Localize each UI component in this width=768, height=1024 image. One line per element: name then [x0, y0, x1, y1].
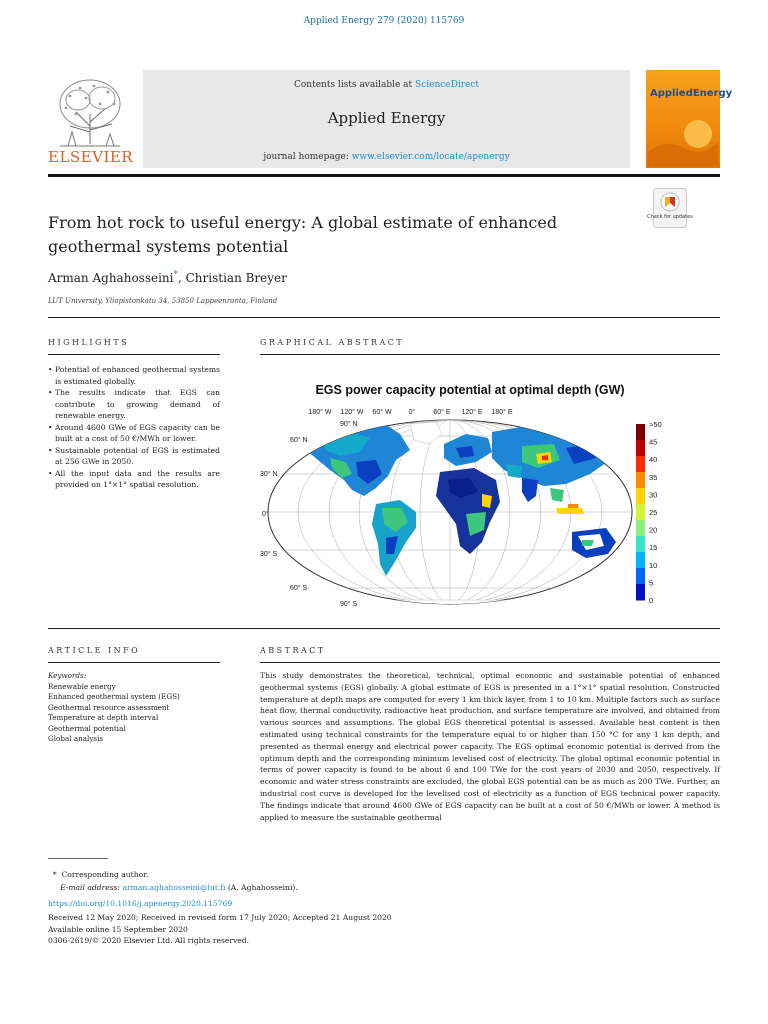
cover-title: AppliedEnergy	[650, 88, 733, 99]
corresponding-author-mark[interactable]: *	[173, 270, 178, 280]
graphical-abstract-heading: GRAPHICAL ABSTRACT	[260, 338, 405, 347]
homepage-prefix: journal homepage:	[263, 152, 352, 162]
journal-homepage-line	[143, 152, 630, 162]
colorbar-labels	[649, 420, 662, 605]
section-rule-top	[48, 317, 720, 318]
email-label: E-mail address:	[60, 883, 123, 892]
affiliation: LUT University, Yliopistonkatu 34, 53850 Lappeenranta, Finland	[48, 297, 278, 305]
lat-label: 0°	[262, 511, 269, 518]
cover-artwork	[648, 112, 718, 166]
keyword: Enhanced geothermal system (EGS)	[48, 692, 180, 701]
egs-world-map-figure	[260, 404, 700, 614]
received-dates: Received 12 May 2020; Received in revised form 17 July 2020; Accepted 21 August 2020	[48, 913, 392, 922]
contents-line	[143, 80, 630, 90]
colorbar-tick-label: 15	[649, 543, 658, 553]
colorbar-segment	[636, 520, 645, 537]
highlight-item: • All the input data and the results are provided on 1°×1° spatial resolution.	[48, 468, 220, 489]
header-rule	[48, 174, 720, 177]
colorbar-tick-label: 30	[649, 490, 658, 500]
colorbar-tick-label: 10	[649, 560, 658, 570]
lon-label: 120° E	[461, 409, 483, 416]
longitude-labels	[308, 408, 512, 416]
antarctica	[320, 600, 580, 610]
article-title: From hot rock to useful energy: A global estimate of enhanced geothermal systems potential	[48, 213, 558, 256]
lat-label: 90° N	[340, 421, 358, 428]
abstract-rule	[260, 662, 720, 663]
colorbar-tick-label: 45	[649, 437, 658, 447]
journal-homepage-link[interactable]: www.elsevier.com/locate/apenergy	[351, 152, 510, 162]
email-link[interactable]: arman.aghahosseini@lut.fi	[122, 883, 226, 892]
doi-link[interactable]: https://doi.org/10.1016/j.apenergy.2020.115769	[48, 899, 233, 908]
copyright: 0306-2619/© 2020 Elsevier Ltd. All rights reserved.	[48, 936, 250, 945]
colorbar-tick-label: >50	[649, 420, 662, 429]
footnote	[48, 868, 298, 894]
lon-label: 60° W	[372, 409, 392, 416]
check-for-updates-label: Check for updates	[647, 214, 693, 220]
highlights-heading: HIGHLIGHTS	[48, 338, 130, 347]
keyword: Global analysis	[48, 734, 104, 743]
publication-info	[48, 912, 392, 947]
corresponding-author-note	[48, 868, 298, 881]
colorbar-tick-label: 0	[649, 596, 654, 605]
colorbar-segment	[636, 584, 645, 601]
footnote-rule	[48, 858, 108, 859]
lat-label: 30° N	[260, 471, 278, 478]
colorbar-segment	[636, 504, 645, 521]
journal-reference-link[interactable]: Applied Energy 279 (2020) 115769	[303, 16, 465, 26]
highlight-item: • Potential of enhanced geothermal systems is estimated globally.	[48, 365, 220, 386]
colorbar-segment	[636, 472, 645, 489]
sciencedirect-link[interactable]: ScienceDirect	[415, 80, 479, 90]
keywords-label: Keywords:	[48, 671, 87, 680]
colorbar-segment	[636, 424, 645, 441]
author-rest[interactable]: , Christian Breyer	[177, 271, 287, 285]
footnote-marker: *	[52, 870, 57, 879]
keyword: Geothermal resource assessment	[48, 702, 170, 712]
section-rule-mid	[48, 628, 720, 629]
keyword: Renewable energy	[48, 681, 116, 691]
elsevier-wordmark: ELSEVIER	[48, 148, 134, 166]
abstract-heading: ABSTRACT	[260, 646, 326, 655]
colorbar-segment	[636, 488, 645, 505]
email-note	[48, 881, 298, 894]
keyword: Geothermal potential	[48, 723, 126, 733]
journal-name: Applied Energy	[327, 109, 446, 127]
colorbar-tick-label: 40	[649, 455, 658, 465]
corresponding-label: Corresponding author.	[61, 870, 149, 879]
colorbar-segment	[636, 456, 645, 473]
lat-label: 60° S	[290, 585, 308, 592]
colorbar-tick-label: 20	[649, 525, 658, 535]
author-first[interactable]: Arman Aghahosseini	[48, 271, 174, 285]
keywords-block	[48, 671, 180, 745]
highlights-rule	[48, 354, 220, 355]
lon-label: 0°	[408, 409, 416, 416]
map-title: EGS power capacity potential at optimal depth (GW)	[315, 383, 625, 397]
contents-prefix: Contents lists available at	[294, 80, 416, 90]
colorbar	[636, 424, 645, 601]
highlights-list	[48, 364, 220, 491]
lat-label: 60° N	[290, 437, 308, 444]
lat-label: 30° S	[260, 551, 278, 558]
available-online: Available online 15 September 2020	[48, 924, 188, 934]
colorbar-segment	[636, 440, 645, 457]
article-info-rule	[48, 662, 220, 663]
colorbar-segment	[636, 536, 645, 553]
lon-label: 180° W	[308, 409, 332, 416]
colorbar-tick-label: 5	[649, 578, 654, 588]
lon-label: 60° E	[433, 409, 451, 416]
lon-label: 180° E	[491, 409, 513, 416]
highlight-item: • The results indicate that EGS can contribute to growing demand of renewable energy.	[48, 388, 220, 420]
colorbar-tick-label: 25	[649, 508, 658, 517]
article-info-heading: ARTICLE INFO	[48, 646, 141, 655]
colorbar-tick-label: 35	[649, 472, 658, 482]
southeast-asia	[550, 488, 564, 502]
lat-label: 90° S	[340, 601, 358, 608]
graphical-abstract-rule	[260, 354, 720, 355]
lon-label: 120° W	[340, 409, 364, 416]
highlight-item: • Around 4600 GWe of EGS capacity can be built at a cost of 50 €/MWh or lower.	[48, 422, 220, 443]
email-owner: (A. Aghahosseini).	[225, 883, 298, 892]
highlight-item: • Sustainable potential of EGS is estimated at 256 GWe in 2050.	[48, 445, 220, 466]
keyword: Temperature at depth interval	[48, 713, 159, 722]
author-list	[48, 270, 287, 285]
colorbar-segment	[636, 552, 645, 569]
abstract-text: This study demonstrates the theoretical, technical, optimal economic and sustainable potential of enhanced geothermal systems (EGS) globally. A global estimate of EGS is presented in a 1°×1° spatial resolution. Constructed temperature at depth maps are computed for every 1 km thick layer, from 1 to 10 km. Multiple factors such as surface heat flow, thermal conductivity, radioactive heat production, and surface temperature are involved, and obtained from various sources and assumptions. The global EGS theoretical potential is assessed. Available heat content is then estimated using technical constraints for the temperature equal to or higher than 150 °C for any 1 km depth, and presented as thermal energy and electrical power capacity. The EGS optimal economic potential is derived from the optimum depth and the corresponding minimum levelised cost of electricity. The global optimal economic potential in terms of power capacity is found to be about 6 and 100 TWe for the cost years of 2030 and 2050, respectively. If economic and water stress constraints are excluded, the global EGS potential can be as much as 200 TWe. Further, an industrial cost curve is developed for the levelised cost of electricity as a function of EGS technical power capacity. The findings indicate that around 4600 GWe of EGS capacity can be built at a cost of 50 €/MWh or lower. A method is applied to measure the sustainable geothermal	[260, 671, 720, 822]
check-for-updates-icon[interactable]	[647, 188, 693, 228]
colorbar-segment	[636, 568, 645, 585]
